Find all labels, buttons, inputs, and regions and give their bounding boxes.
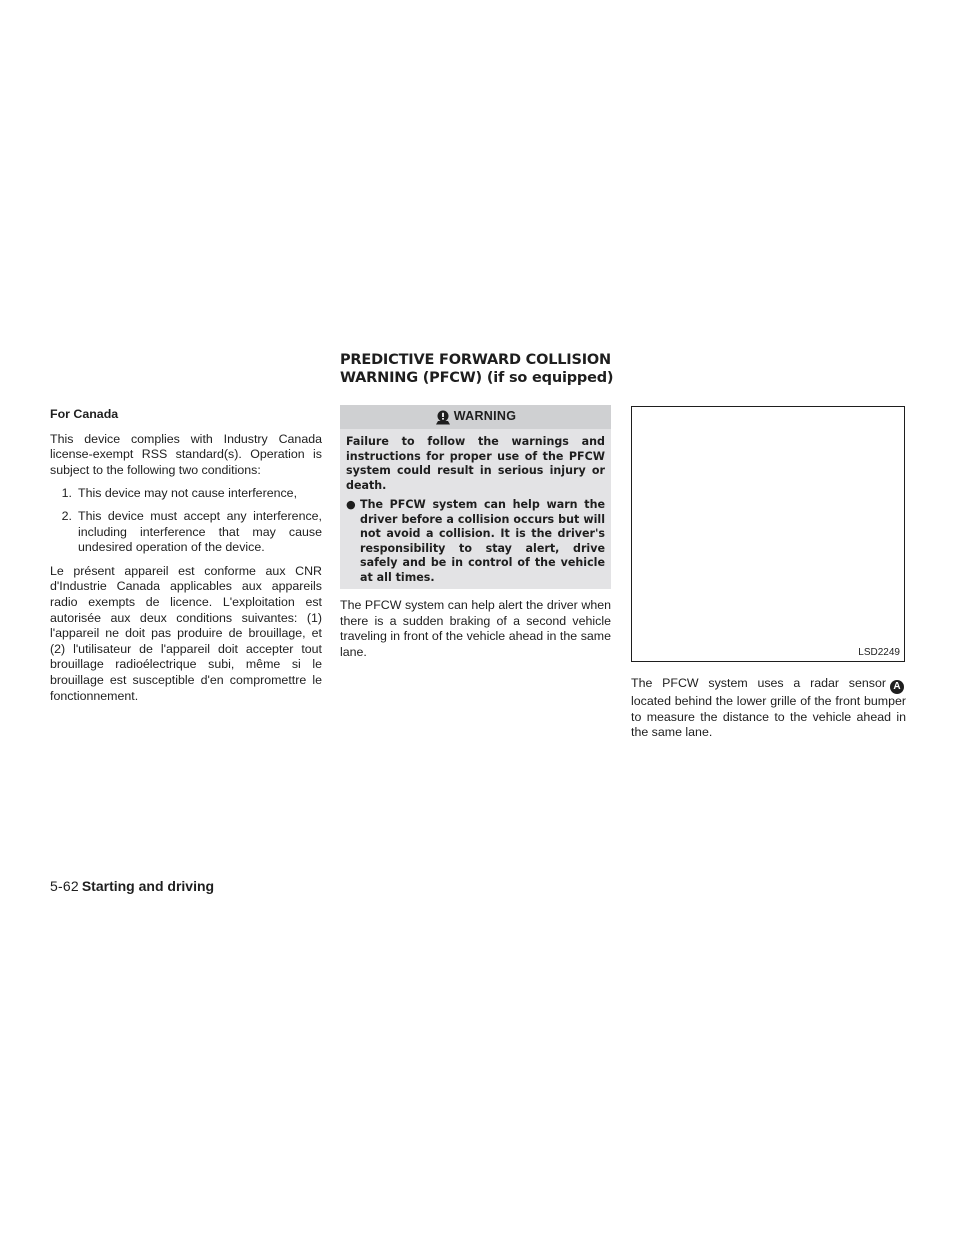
middle-column — [340, 405, 611, 660]
warning-body — [340, 429, 611, 589]
conditions-list — [50, 486, 322, 555]
list-item-number: 2. — [61, 508, 72, 523]
warning-icon — [435, 410, 451, 425]
warning-box — [340, 405, 611, 589]
canada-intro: This device complies with Industry Canada license-exempt RSS standard(s). Operation is subject to the following two conditions: — [50, 431, 322, 477]
section-heading-line1: PREDICTIVE FORWARD COLLISION — [340, 352, 611, 368]
list-item — [50, 509, 322, 556]
warning-header — [340, 405, 611, 429]
radar-description — [631, 676, 906, 741]
bullet-icon: ● — [346, 498, 356, 511]
list-item-text: This device must accept any interference, including interference that may cause undesired operation of the device. — [78, 508, 322, 555]
page-number: 5-62 — [50, 878, 79, 894]
warning-bullet — [346, 498, 605, 585]
radar-text-after: located behind the lower grille of the front bumper to measure the distance to the vehicle ahead in the same lane. — [631, 694, 906, 740]
left-column — [50, 407, 322, 712]
chapter-title: Starting and driving — [81, 878, 215, 894]
warning-title: WARNING — [453, 409, 517, 424]
pfcw-description: The PFCW system can help alert the driver when there is a sudden braking of a second vehicle traveling in front of the vehicle ahead in the same lane. — [340, 598, 611, 659]
figure-code: LSD2249 — [858, 647, 900, 658]
page-footer — [50, 878, 214, 894]
list-item-text: This device may not cause interference, — [78, 486, 298, 501]
section-heading-line2: WARNING (PFCW) (if so equipped) — [340, 370, 614, 386]
radar-text-before: The PFCW system uses a radar sensor — [631, 676, 886, 690]
figure-image — [631, 406, 905, 662]
warning-text: Failure to follow the warnings and instructions for proper use of the PFCW system could result in serious injury or death. — [346, 435, 605, 492]
list-item — [50, 486, 322, 502]
list-item-number: 1. — [61, 486, 72, 501]
section-heading — [340, 351, 670, 387]
french-notice: Le présent appareil est conforme aux CNR d'Industrie Canada applicables aux appareils radio exempts de licence. L'exploitation est autorisée aux deux conditions suivantes: (1) l'appareil ne doit pas produire de brouillage, et (2) l'utilisateur de l'appareil doit accepter tout brouillage radioélectrique subi, même si le brouillage est susceptible d'en compromettre le fonctionnement. — [50, 563, 322, 703]
right-column — [631, 676, 906, 749]
canada-heading: For Canada — [50, 407, 119, 421]
callout-a-icon: A — [890, 680, 904, 694]
warning-bullet-text: The PFCW system can help warn the driver before a collision occurs but will not avoid a collision. It is the driver's responsibility to stay alert, drive safely and be in control of the vehicle at all times. — [360, 498, 605, 584]
